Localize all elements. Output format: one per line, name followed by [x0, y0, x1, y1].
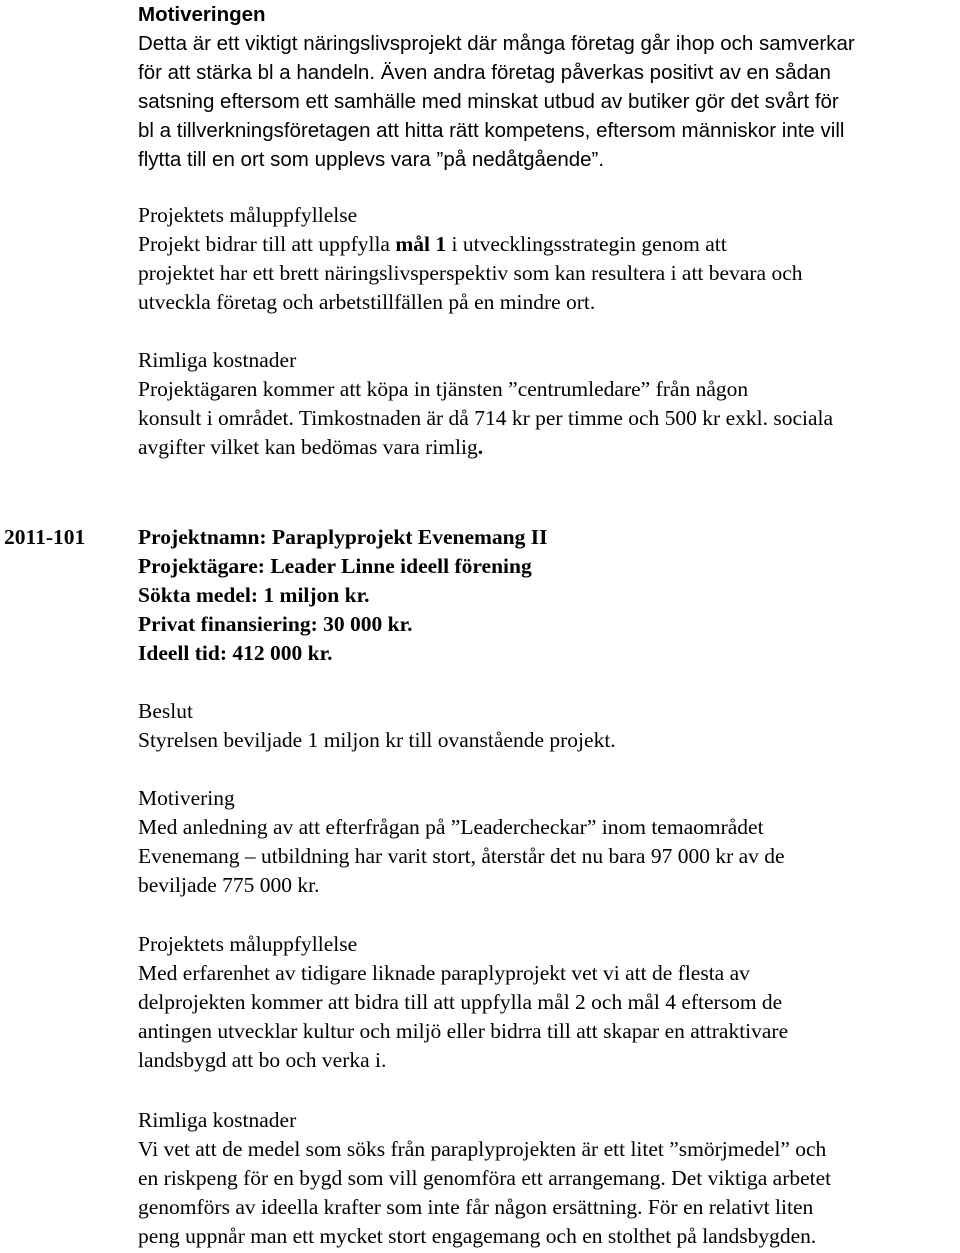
- costs-second-line: Vi vet att de medel som söks från paraplyprojekten är ett litet ”smörjmedel” och: [138, 1137, 827, 1161]
- goal-highlight: mål 1: [395, 232, 447, 256]
- decision-section: [138, 697, 958, 755]
- costs-second-line: peng uppnår man ett mycket stort engagemang och en stolthet på landsbygden.: [138, 1224, 817, 1248]
- goal-second-line: antingen utvecklar kultur och miljö eller bidrra till att skapar en attraktivare: [138, 1019, 789, 1043]
- motivation-second-line: Evenemang – utbildning har varit stort, återstår det nu bara 97 000 kr av de: [138, 844, 785, 868]
- motivation-second-heading: Motivering: [138, 786, 235, 810]
- goal-section: [138, 201, 958, 317]
- goal-second-line: Med erfarenhet av tidigare liknade paraplyprojekt vet vi att de flesta av: [138, 961, 750, 985]
- goal-second-section: [138, 930, 958, 1075]
- costs-second-line: genomförs av ideella krafter som inte får någon ersättning. För en relativt liten: [138, 1195, 814, 1219]
- decision-heading: Beslut: [138, 699, 193, 723]
- goal-second-heading: Projektets måluppfyllelse: [138, 932, 358, 956]
- project-private-funding: Privat finansiering: 30 000 kr.: [138, 612, 413, 636]
- motivation-section: [138, 0, 958, 174]
- goal-second-line: landsbygd att bo och verka i.: [138, 1048, 387, 1072]
- goal-line-text: Projekt bidrar till att uppfylla: [138, 232, 396, 256]
- goal-heading: Projektets måluppfyllelse: [138, 203, 358, 227]
- motivation-line: bl a tillverkningsföretagen att hitta rätt kompetens, eftersom människor inte vill: [138, 119, 845, 142]
- project-requested: Sökta medel: 1 miljon kr.: [138, 583, 370, 607]
- costs-second-section: [138, 1106, 958, 1251]
- costs-second-heading: Rimliga kostnader: [138, 1108, 297, 1132]
- costs-second-line: en riskpeng för en bygd som vill genomföra ett arrangemang. Det viktiga arbetet: [138, 1166, 832, 1190]
- motivation-line: för att stärka bl a handeln. Även andra företag påverkas positivt av en sådan: [138, 61, 831, 84]
- motivation-second-line: Med anledning av att efterfrågan på ”Leadercheckar” inom temaområdet: [138, 815, 764, 839]
- motivation-line: satsning eftersom ett samhälle med minskat utbud av butiker gör det svårt för: [138, 90, 839, 113]
- project-owner: Projektägare: Leader Linne ideell förening: [138, 554, 532, 578]
- costs-line: Projektägaren kommer att köpa in tjänsten ”centrumledare” från någon: [138, 377, 749, 401]
- goal-second-line: delprojekten kommer att bidra till att uppfylla mål 2 och mål 4 eftersom de: [138, 990, 783, 1014]
- project-voluntary-time: Ideell tid: 412 000 kr.: [138, 641, 333, 665]
- costs-line: [138, 433, 958, 462]
- project-number: 2011-101: [4, 525, 86, 549]
- goal-line: utveckla företag och arbetstillfällen på en mindre ort.: [138, 290, 596, 314]
- goal-line-text: i utvecklingsstrategin genom att: [446, 232, 727, 256]
- decision-text: Styrelsen beviljade 1 miljon kr till ovanstående projekt.: [138, 728, 616, 752]
- goal-line: [138, 230, 958, 259]
- project-meta: [138, 523, 548, 668]
- costs-period: .: [477, 435, 484, 459]
- costs-line: konsult i området. Timkostnaden är då 714 kr per timme och 500 kr exkl. sociala: [138, 406, 834, 430]
- costs-heading: Rimliga kostnader: [138, 348, 297, 372]
- motivation-heading: Motiveringen: [138, 3, 266, 26]
- motivation-second-section: [138, 784, 958, 900]
- project-name: Projektnamn: Paraplyprojekt Evenemang II: [138, 525, 548, 549]
- motivation-second-line: beviljade 775 000 kr.: [138, 873, 320, 897]
- goal-line: projektet har ett brett näringslivsperspektiv som kan resultera i att bevara och: [138, 261, 803, 285]
- costs-section: [138, 346, 958, 462]
- motivation-line: Detta är ett viktigt näringslivsprojekt där många företag går ihop och samverkar: [138, 32, 855, 55]
- costs-line-text: avgifter vilket kan bedömas vara rimlig: [138, 435, 478, 459]
- motivation-line: flytta till en ort som upplevs vara ”på nedåtgående”.: [138, 148, 605, 171]
